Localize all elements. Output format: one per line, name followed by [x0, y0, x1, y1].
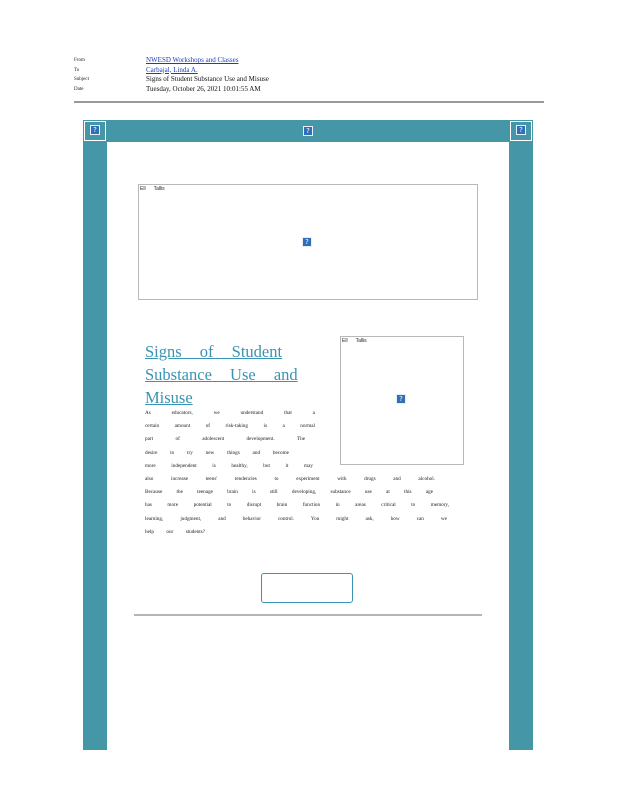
body-line: Because the teenage brain is still developing, substance use at this age	[145, 489, 433, 496]
broken-image-icon: ?	[396, 394, 406, 404]
broken-image-icon: ?	[516, 125, 526, 135]
body-line: As educators, we understand that a	[145, 410, 315, 416]
body-line: more independent is healthy, but it may	[145, 462, 313, 469]
subject-row	[74, 75, 269, 85]
alt-text-part: Tallis	[153, 186, 165, 192]
subject-value: Signs of Student Substance Use and Misuse	[146, 75, 269, 83]
alt-text-part: Ell	[140, 186, 146, 192]
subject-label: Subject	[74, 77, 89, 82]
from-link[interactable]: NWESD Workshops and Classes	[146, 56, 239, 64]
email-header	[74, 56, 269, 94]
broken-image-icon: ?	[303, 126, 313, 136]
body-line: has more potential to disrupt brain function in areas critical to memory,	[145, 502, 449, 509]
date-row	[74, 85, 269, 95]
date-label: Date	[74, 86, 84, 92]
article-body	[145, 407, 449, 539]
body-line: certain amount of risk-taking is a normal	[145, 423, 315, 430]
to-row	[74, 66, 269, 76]
banner-image-placeholder	[138, 184, 478, 300]
alt-text-part: Tallis	[355, 338, 367, 344]
left-border-bar	[83, 120, 107, 750]
to-link[interactable]: Carbajal, Linda A.	[146, 65, 198, 74]
read-more-button[interactable]	[261, 573, 353, 603]
footer-divider	[134, 614, 482, 616]
from-row	[74, 56, 269, 66]
right-border-bar	[509, 120, 533, 750]
body-line: also increase teens' tendencies to experiment with drugs and alcohol.	[145, 476, 435, 483]
date-value: Tuesday, October 26, 2021 10:01:55 AM	[146, 84, 261, 93]
body-line: learning, judgment, and behavior control. You might ask, how can we	[145, 515, 447, 522]
body-line: part of adolescent development. The	[145, 436, 305, 443]
article-title-link[interactable]: Signs of Student Substance Use and Misuse	[145, 342, 298, 407]
broken-image-icon: ?	[302, 237, 312, 247]
body-line: desire to try new things and become	[145, 449, 289, 456]
from-label: From	[74, 58, 85, 63]
alt-text-part: Ell	[342, 338, 348, 344]
header-divider	[74, 101, 544, 103]
broken-image-icon: ?	[90, 125, 100, 135]
article-image-alt	[342, 338, 367, 344]
banner-image-alt	[140, 186, 165, 192]
to-label: To	[74, 67, 80, 73]
body-line: help our students?	[145, 528, 205, 535]
